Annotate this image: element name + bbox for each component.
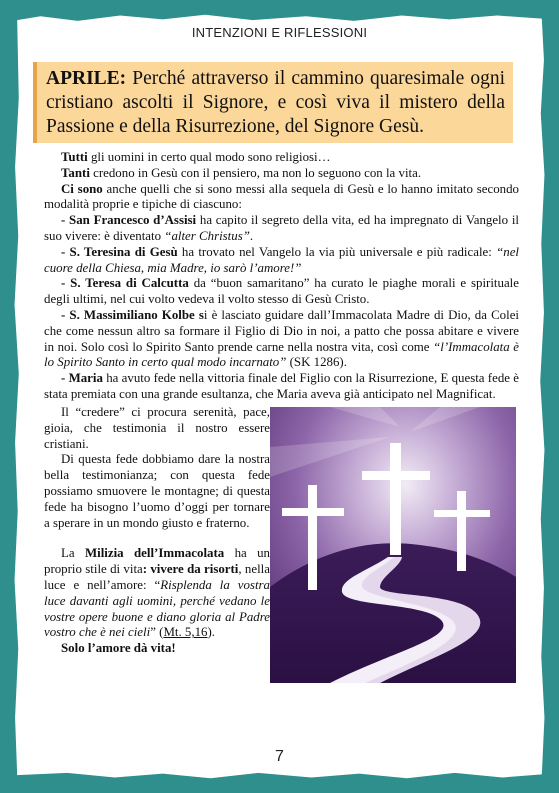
emphasis: Solo l’amore dà vita!	[61, 641, 176, 656]
text: (SK 1286).	[286, 355, 347, 370]
quote: “nel cuore della Chiesa, mia Madre, io sarò l’amore!”	[44, 244, 519, 275]
banner-month: APRILE:	[46, 68, 127, 89]
emphasis: - S. Teresa di Calcutta	[61, 276, 189, 291]
reflection-body	[44, 150, 519, 403]
spacer	[44, 531, 270, 546]
text: anche quelli che si sono messi alla sequela di Gesù e lo hanno imitato secondo modalità proprie e tipiche di ciascuno:	[44, 181, 519, 212]
paragraph-saint-francis	[44, 213, 519, 245]
emphasis: - S. Massimiliano Kolbe s	[61, 307, 204, 322]
quote: “l’Immacolata è lo Spirito Santo in certo qual modo incarnato”	[44, 339, 519, 370]
text: credono in Gesù con il pensiero, ma non lo seguono con la vita.	[89, 165, 422, 180]
text: ” (	[150, 625, 164, 640]
emphasis: - Maria	[61, 371, 103, 386]
text: ).	[207, 625, 216, 640]
text: ha capito il segreto della vita, ed ha impregnato di Vangelo il suo vivere: è diventato	[44, 213, 519, 243]
easter-crosses-illustration	[270, 407, 516, 683]
scripture-reference-link[interactable]: Mt. 5,16	[163, 625, 208, 640]
closing-line	[44, 641, 270, 657]
paragraph-saint-kolbe	[44, 308, 519, 371]
banner-text: Perché attraverso il cammino quaresimale ogni cristiano ascolti il Signore, e così viva il mistero della Passione e della Risurrezione, del Signore Gesù.	[46, 68, 506, 137]
emphasis: Tutti	[61, 150, 88, 164]
text: ha trovato nel Vangelo la via più universale e più radicale:	[177, 244, 497, 259]
paragraph: Di questa fede dobbiamo dare la nostra bella testimonianza; con questa fede possiamo smuovere le montagne; di questa fede ha bisogno l’uomo d’oggi per tornare a sperare in un mondo giusto e fraterno.	[44, 452, 270, 530]
emphasis: Milizia dell’Immacolata	[84, 546, 225, 561]
emphasis: : vivere da risorti	[142, 562, 239, 577]
text: .	[249, 228, 254, 243]
paragraph	[44, 150, 519, 166]
text: , nella luce e nell’amore: “	[44, 562, 270, 592]
text: gli uomini in certo qual modo sono religiosi…	[87, 150, 331, 164]
text: da “buon samaritano” ha curato le piaghe morali e spirituale degli ultimi, nel cui volto vedeva il volto stesso di Gesù Cristo.	[44, 276, 519, 307]
paragraph-milizia	[44, 546, 270, 641]
emphasis: - San Francesco d’Assisi	[61, 213, 197, 228]
scripture-quote: Risplenda la vostra luce davanti agli uomini, perché vedano le vostre opere buone e diano gloria al Padre vostro che è nei cieli	[44, 577, 270, 640]
text: La	[61, 546, 85, 561]
paragraph: Il “credere” ci procura serenità, pace, gioia, che testimonia il nostro essere cristiani.	[44, 405, 270, 451]
paragraph	[44, 166, 519, 182]
text: ha un proprio stile di vita	[44, 546, 270, 577]
emphasis: Ci sono	[61, 181, 103, 196]
paragraph-saint-teresa-calcutta	[44, 276, 519, 308]
paragraph	[44, 182, 519, 214]
reflection-column	[44, 405, 270, 657]
page-number: 7	[275, 748, 284, 765]
intention-banner	[33, 62, 513, 143]
emphasis: Tanti	[61, 165, 90, 180]
page-header: INTENZIONI E RIFLESSIONI	[191, 25, 368, 40]
paragraph-saint-teresina	[44, 245, 519, 277]
text: ha avuto fede nella vittoria finale del Figlio con la Risurrezione, E questa fede è stata premiata con una grande esultanza, che Maria aveva già anticipato nel Magnificat.	[44, 371, 519, 401]
quote: “alter Christus”	[164, 228, 250, 243]
text: i è lasciato guidare dall’Immacolata Madre di Dio, da Colei che come nessun altro sa formare il Figlio di Dio in noi, a patto che possa abitare e vivere in noi. Solo così lo Spirito Santo prende carne nella nostra vita, così come	[44, 307, 519, 354]
paragraph-maria	[44, 371, 519, 403]
emphasis: - S. Teresina di Gesù	[61, 244, 178, 259]
